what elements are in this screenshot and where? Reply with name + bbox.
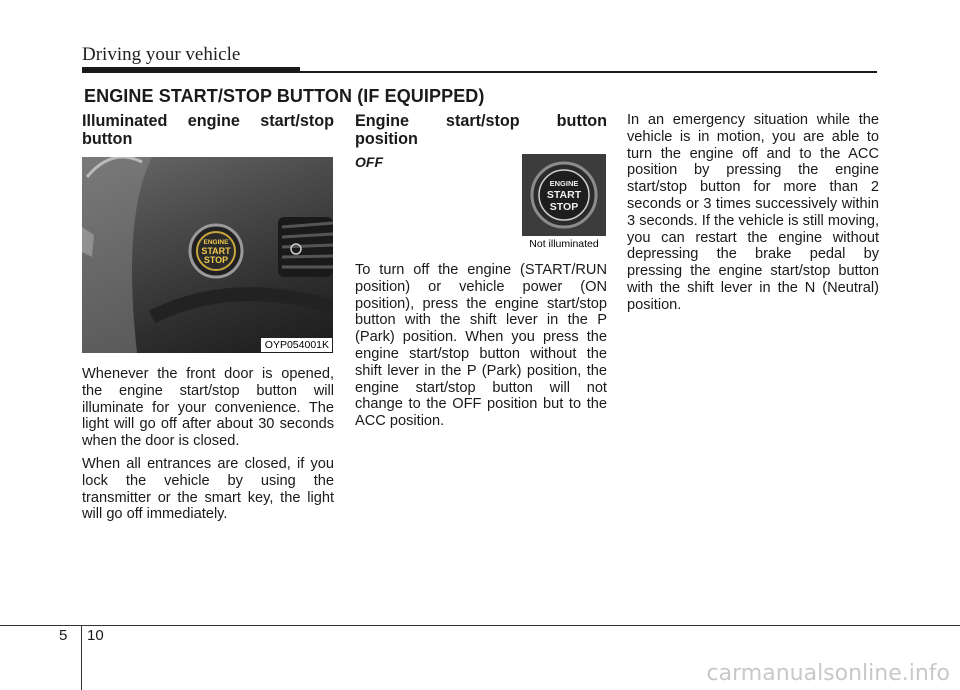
column-1 <box>82 113 334 154</box>
emergency-paragraph: In an emergency situation while the vehicle is in motion, you are able to turn the engine off and to the ACC position by pressing the engine start/stop button for more than 2 seconds or 3 times successively within 3 seconds. If the vehicle is still moving, you can restart the engine without depressing the brake pedal by pressing the engine start/stop button with the shift lever in the N (Neutral) position. <box>627 112 879 313</box>
off-position-label: OFF <box>355 154 383 170</box>
not-illuminated-button-image <box>522 154 606 252</box>
header-rule-thick <box>82 67 300 73</box>
header-rule-thin <box>300 71 877 73</box>
dashboard-photo <box>82 157 333 353</box>
illuminated-button-heading: Illuminated engine start/stop button <box>82 112 334 148</box>
chapter-number: 5 <box>59 627 68 644</box>
off-button-text-3: STOP <box>549 201 579 213</box>
section-heading: ENGINE START/STOP BUTTON (IF EQUIPPED) <box>84 86 485 106</box>
watermark: carmanualsonline.info <box>706 661 950 686</box>
button-position-paragraph: To turn off the engine (START/RUN position) or vehicle power (ON position), press the engine start/stop button with the shift lever in the P (Park) position. When you press the engine start/stop button without the shift lever in the P (Park) position, the engine start/stop button will not change to the OFF position but to the ACC position. <box>355 262 607 430</box>
engine-button-text-2: START <box>201 246 231 256</box>
engine-button-text-3: STOP <box>203 255 229 265</box>
column-3 <box>627 112 879 320</box>
page-header-title: Driving your vehicle <box>82 44 241 65</box>
column-1-body <box>82 366 334 529</box>
off-button-text-1: ENGINE <box>549 179 579 188</box>
column-2-body <box>355 262 607 430</box>
illuminated-paragraph-1: Whenever the front door is opened, the engine start/stop button will illuminate for your convenience. The light will go off after about 30 seconds when the door is closed. <box>82 366 334 450</box>
button-position-heading: Engine start/stop button position <box>355 112 607 148</box>
footer-divider <box>81 625 82 690</box>
page-number: 10 <box>87 627 104 644</box>
illuminated-paragraph-2: When all entrances are closed, if you lock the vehicle by using the transmitter or the smart key, the light will go off immediately. <box>82 455 334 523</box>
dashboard-illustration <box>82 157 333 353</box>
column-2 <box>355 113 607 154</box>
footer-rule <box>0 625 960 626</box>
off-button-text-2: START <box>546 189 582 201</box>
not-illuminated-label: Not illuminated <box>522 236 606 252</box>
photo-label: OYP054001K <box>261 338 332 352</box>
engine-button-off-illustration <box>522 154 606 236</box>
engine-button-text-1: ENGINE <box>203 239 229 246</box>
